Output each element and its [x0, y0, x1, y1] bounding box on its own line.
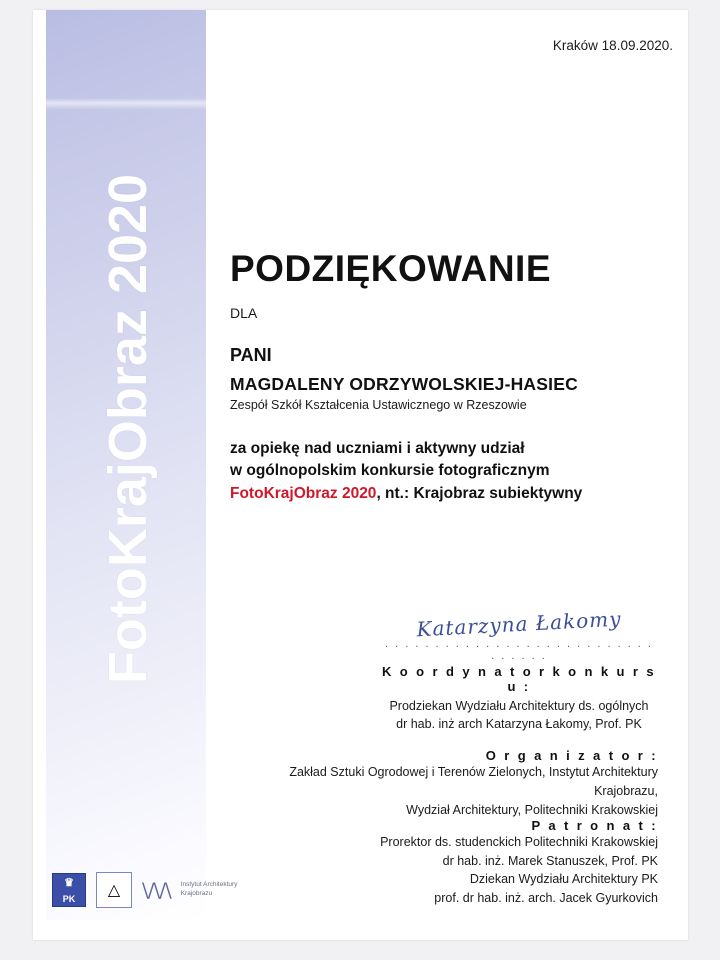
organizer-line-2: Wydział Architektury, Politechniki Krakowskiej	[406, 802, 658, 817]
patron-line-1: Prorektor ds. studenckich Politechniki Krakowskiej	[380, 835, 658, 849]
coordinator-role	[380, 697, 658, 733]
award-reason	[230, 438, 650, 505]
crown-icon: ♛	[64, 877, 74, 889]
organizer-label: O r g a n i z a t o r :	[485, 748, 658, 763]
left-gradient-band	[46, 10, 206, 920]
logo-row	[52, 872, 241, 908]
coordinator-role-line-2: dr hab. inż arch Katarzyna Łakomy, Prof. PK	[396, 717, 642, 732]
organizer-block	[222, 748, 658, 819]
page-title: PODZIĘKOWANIE	[230, 248, 552, 289]
contest-subtitle: , nt.: Krajobraz subiektywny	[376, 484, 583, 502]
coordinator-label: K o o r d y n a t o r k o n k u r s u :	[382, 664, 656, 694]
award-reason-line-3	[230, 483, 650, 505]
award-reason-line-2: w ogólnopolskim konkursie fotograficznym	[230, 462, 550, 480]
recipient-name: MAGDALENY ODRZYWOLSKIEJ-HASIEC	[230, 373, 578, 394]
patron-line-2: dr hab. inż. Marek Stanuszek, Prof. PK	[442, 853, 658, 868]
dean-line-2: prof. dr hab. inż. arch. Jacek Gyurkovich	[434, 890, 658, 905]
organizer-line-1: Zakład Sztuki Ogrodowej i Terenów Zielonych, Instytut Architektury Krajobrazu,	[289, 765, 658, 798]
politechnika-krakowska-logo	[52, 873, 86, 907]
triangle-icon: △	[107, 882, 121, 899]
signature-block	[380, 606, 658, 733]
patron-block	[222, 818, 658, 871]
dean-line-1: Dziekan Wydziału Architektury PK	[469, 872, 658, 886]
band-title: FotoKrajObraz 2020	[98, 173, 158, 685]
iak-mark-icon: \/\/\	[142, 878, 171, 902]
award-reason-line-1: za opiekę nad uczniami i aktywny udział	[230, 439, 525, 457]
contest-name: FotoKrajObraz 2020	[230, 484, 377, 502]
handwritten-signature: Katarzyna Łakomy	[415, 606, 623, 642]
coordinator-role-line-1: Prodziekan Wydziału Architektury ds. ogólnych	[389, 699, 649, 713]
certificate-content	[230, 250, 650, 505]
logo-pk-label: PK	[62, 894, 76, 904]
document-date: Kraków 18.09.2020.	[552, 38, 673, 53]
wydzial-architektury-logo	[96, 872, 132, 908]
signature-rule: . . . . . . . . . . . . . . . . . . . . . . . . . . . . . . . . .	[385, 638, 653, 662]
recipient-honorific: PANI	[230, 344, 272, 365]
for-label: DLA	[230, 304, 258, 321]
dean-block	[222, 870, 658, 908]
iak-logo-text: Instytut Architektury Krajobrazu	[180, 881, 238, 897]
patron-label: P a t r o n a t :	[531, 818, 658, 833]
recipient-organization: Zespół Szkół Kształcenia Ustawicznego w Rzeszowie	[230, 397, 527, 412]
